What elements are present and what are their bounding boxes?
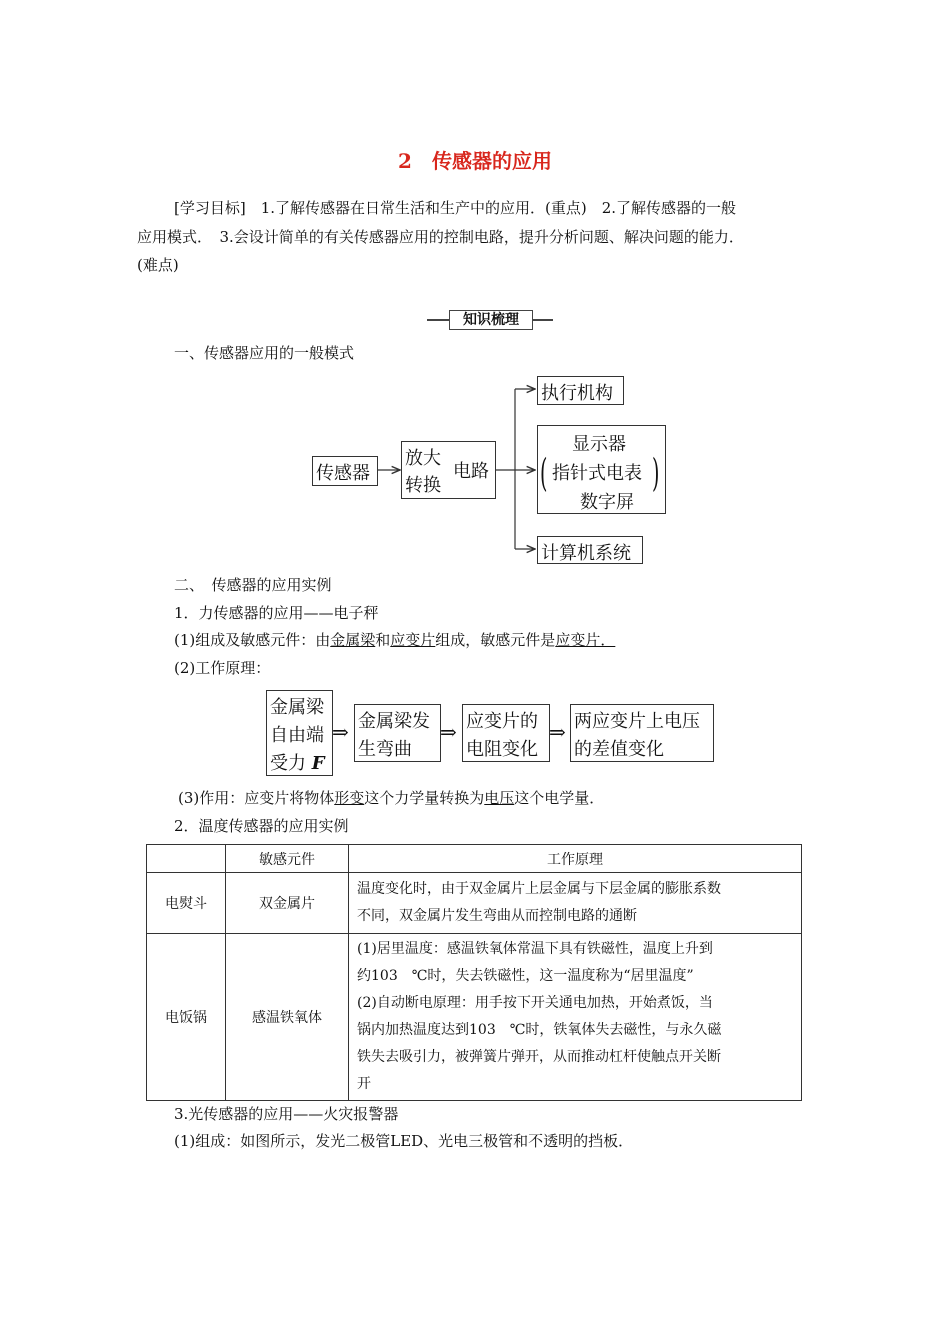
table-cell-name: 电熨斗: [147, 873, 226, 934]
table-header-cell: [147, 845, 226, 873]
badge-label: 知识梳理: [449, 310, 533, 330]
flow-amp-line2: 转换: [405, 475, 441, 496]
objectives-line-3: (难点): [137, 256, 179, 274]
principle-box1-force-label: 受力: [270, 753, 306, 774]
principle-box1-line3: [270, 749, 325, 775]
flow-display-box: [537, 425, 666, 514]
table-principle-line: 温度变化时，由于双金属片上层金属与下层金属的膨胀系数: [357, 881, 721, 897]
item1-heading: 1．力传感器的应用——电子秤: [174, 604, 379, 622]
flow-computer-label: 计算机系统: [541, 543, 631, 564]
table-principle-line: 铁失去吸引力，被弹簧片弹开，从而推动杠杆使触点开关断: [357, 1049, 721, 1065]
table-cell-principle: [349, 934, 802, 1101]
table-header-cell: 工作原理: [349, 845, 802, 873]
table-cell-principle: [349, 873, 802, 934]
item1-p1-mid: 和: [375, 631, 391, 649]
item1-p3-pre: (3)作用：应变片将物体: [178, 789, 335, 807]
item1-p3-deformation: 形变: [334, 789, 365, 807]
item1-p3-post: 这个电学量．: [514, 789, 605, 807]
item1-function: [178, 788, 604, 808]
flow-amp-circuit: 电路: [453, 461, 489, 482]
principle-box4-line1: 两应变片上电压: [574, 711, 700, 732]
item1-p3-voltage: 电压: [484, 789, 515, 807]
flow-display-paren-right: ): [652, 451, 660, 495]
flow-exec-box: [537, 376, 624, 405]
principle-box1-line1: 金属梁: [270, 697, 324, 718]
flow-sensor-box: [312, 456, 378, 486]
principle-arrow-3: ⇒: [549, 720, 566, 744]
table-principle-line: (1)居里温度：感温铁氧体常温下具有铁磁性，温度上升到: [357, 941, 713, 957]
temperature-sensor-table: [146, 844, 802, 1101]
principle-box3-line1: 应变片的: [466, 711, 538, 732]
flow-amp-box: [401, 441, 496, 499]
principle-box2-line2: 生弯曲: [358, 739, 412, 760]
table-cell-element: 双金属片: [226, 873, 349, 934]
table-cell-element: 感温铁氧体: [226, 934, 349, 1101]
item1-principle-label: (2)工作原理：: [174, 659, 271, 677]
table-principle-line: 锅内加热温度达到103 ℃时，铁氧体失去磁性，与永久磁: [357, 1022, 722, 1038]
table-header-cell: 敏感元件: [226, 845, 349, 873]
item1-p1-mid2: 组成，敏感元件是: [435, 631, 556, 649]
item1-p1-metal-beam: 金属梁: [330, 631, 376, 649]
flow-display-title: 显示器: [572, 434, 626, 455]
item1-p1-sensitive-element: 应变片．: [555, 631, 616, 649]
item3-composition: (1)组成：如图所示，发光二极管LED、光电三极管和不透明的挡板．: [174, 1132, 634, 1150]
table-principle-line: 约103 ℃时，失去铁磁性，这一温度称为“居里温度”: [357, 968, 694, 984]
table-cell-name: 电饭锅: [147, 934, 226, 1101]
principle-box-2: [354, 704, 441, 762]
principle-arrow-2: ⇒: [440, 720, 457, 744]
flow-computer-box: [537, 536, 643, 564]
table-principle-line: 不同，双金属片发生弯曲从而控制电路的通断: [357, 908, 637, 924]
table-header-row: [147, 845, 802, 873]
table-row: [147, 934, 802, 1101]
item1-p1-pre: (1)组成及敏感元件：由: [174, 631, 331, 649]
principle-box2-line1: 金属梁发: [358, 711, 430, 732]
item2-heading: 2．温度传感器的应用实例: [174, 817, 349, 835]
item1-p3-mid: 这个力学量转换为: [364, 789, 485, 807]
flow-amp-line1: 放大: [405, 448, 441, 469]
principle-box4-line2: 的差值变化: [574, 739, 664, 760]
table-row: [147, 873, 802, 934]
item1-composition: [174, 630, 615, 650]
flow-display-item1: 指针式电表: [552, 463, 642, 484]
principle-box-3: [462, 704, 550, 762]
flow-exec-label: 执行机构: [541, 383, 613, 404]
principle-box1-variable: F: [311, 753, 325, 774]
section1-heading: 一、传感器应用的一般模式: [174, 344, 355, 362]
item1-p1-strain-gauge: 应变片: [390, 631, 436, 649]
objectives-line-2: 应用模式． 3.会设计简单的有关传感器应用的控制电路，提升分析问题、解决问题的能力．: [137, 228, 744, 246]
item3-heading: 3.光传感器的应用——火灾报警器: [174, 1105, 399, 1123]
principle-box3-line2: 电阻变化: [466, 739, 538, 760]
objectives-line-1: [学习目标] 1.了解传感器在日常生活和生产中的应用．(重点) 2.了解传感器的一般: [174, 199, 737, 217]
page-title: 2 传感器的应用: [398, 149, 552, 173]
principle-box1-line2: 自由端: [270, 725, 324, 746]
principle-box-4: [570, 704, 714, 762]
principle-box-1: [266, 690, 333, 776]
flow-display-paren-left: (: [540, 451, 548, 495]
flow-display-item2: 数字屏: [580, 492, 634, 513]
principle-arrow-1: ⇒: [332, 720, 349, 744]
table-principle-line: (2)自动断电原理：用手按下开关通电加热，开始煮饭，当: [357, 995, 713, 1011]
table-principle-line: 开: [357, 1076, 371, 1092]
flow-sensor-label: 传感器: [316, 463, 370, 484]
section2-heading: 二、 传感器的应用实例: [174, 576, 332, 594]
